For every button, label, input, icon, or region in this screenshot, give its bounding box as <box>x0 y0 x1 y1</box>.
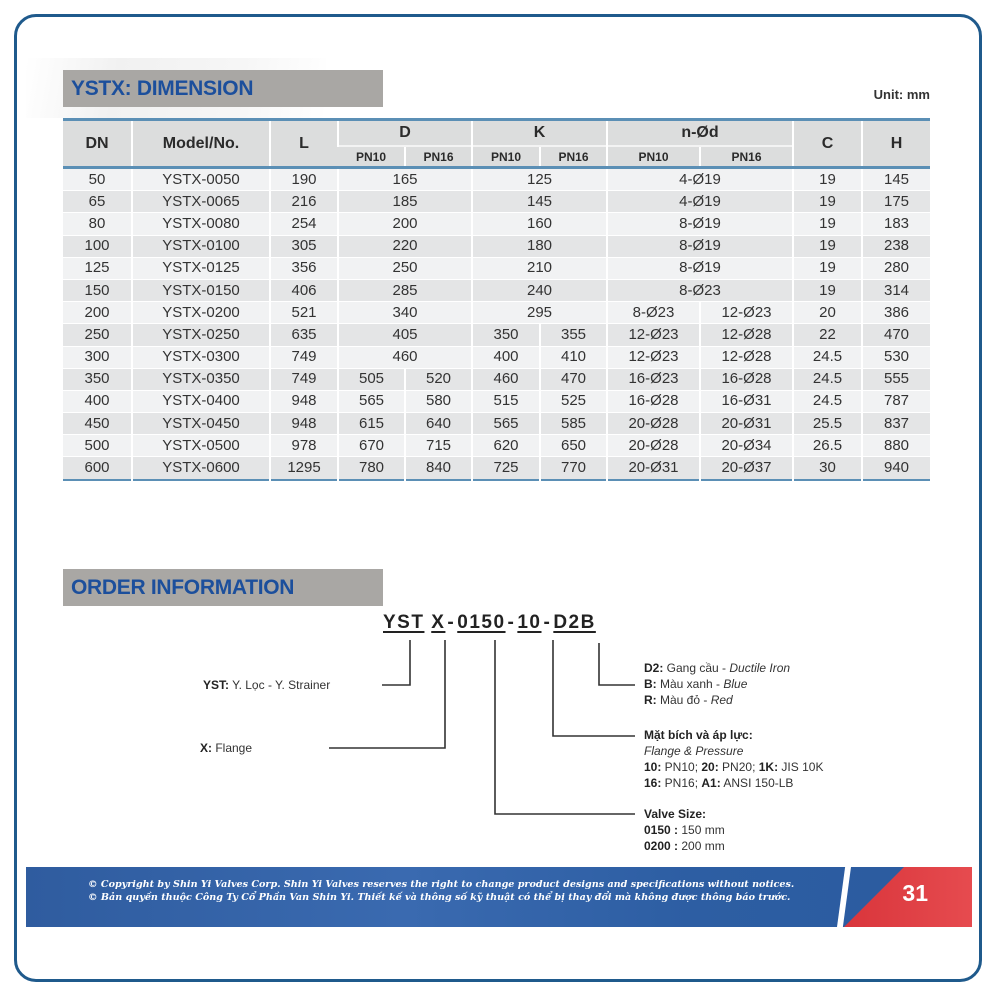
cell-nd: 4-Ø19 <box>607 168 793 191</box>
table-row <box>63 346 930 368</box>
table-row <box>63 324 930 346</box>
cell-d-pn16: 580 <box>405 390 472 412</box>
cell-c: 19 <box>793 191 862 213</box>
cell-d: 405 <box>338 324 472 346</box>
size-text: 200 mm <box>678 839 725 853</box>
cell-h: 837 <box>862 413 930 435</box>
header-d-pn10: PN10 <box>338 146 405 168</box>
cell-k-pn16: 770 <box>540 457 607 480</box>
copyright-text <box>88 878 794 904</box>
cell-k: 210 <box>472 257 607 279</box>
material-item <box>644 692 790 708</box>
material-en: Blue <box>723 677 748 691</box>
label-pressure <box>644 727 823 791</box>
cell-k: 125 <box>472 168 607 191</box>
dimension-table-body <box>63 168 930 480</box>
size-key: 0200 : <box>644 839 679 853</box>
order-code <box>383 612 596 634</box>
cell-nd-pn10: 12-Ø23 <box>607 324 700 346</box>
cell-model: YSTX-0300 <box>132 346 270 368</box>
cell-h: 880 <box>862 435 930 457</box>
cell-model: YSTX-0500 <box>132 435 270 457</box>
cell-l: 190 <box>270 168 338 191</box>
cell-nd: 8-Ø19 <box>607 257 793 279</box>
size-item <box>644 822 725 838</box>
label-yst-key: YST: <box>203 678 230 692</box>
cell-k: 295 <box>472 302 607 324</box>
cell-dn: 300 <box>63 346 132 368</box>
cell-model: YSTX-0200 <box>132 302 270 324</box>
cell-nd: 8-Ø19 <box>607 213 793 235</box>
table-row <box>63 457 930 480</box>
cell-dn: 350 <box>63 368 132 390</box>
cell-h: 175 <box>862 191 930 213</box>
header-nd-pn10: PN10 <box>607 146 700 168</box>
cell-h: 470 <box>862 324 930 346</box>
cell-nd-pn10: 16-Ø28 <box>607 390 700 412</box>
material-item <box>644 676 790 692</box>
cell-d: 200 <box>338 213 472 235</box>
cell-nd-pn16: 20-Ø31 <box>700 413 793 435</box>
page-number: 31 <box>902 880 928 906</box>
material-en: Ductile Iron <box>729 661 791 675</box>
cell-d-pn10: 780 <box>338 457 405 480</box>
cell-nd: 8-Ø23 <box>607 279 793 301</box>
dimension-table <box>63 118 930 481</box>
header-nd: n-Ød <box>607 120 793 147</box>
cell-l: 521 <box>270 302 338 324</box>
material-item <box>644 660 790 676</box>
cell-model: YSTX-0450 <box>132 413 270 435</box>
cell-l: 635 <box>270 324 338 346</box>
cell-c: 26.5 <box>793 435 862 457</box>
copyright-line-vi: © Bản quyền thuộc Công Ty Cổ Phần Van Shin Yi. Thiết kế và thông số kỹ thuật có thể bị thay đổi mà không được thông báo trước. <box>88 892 791 903</box>
cell-d: 285 <box>338 279 472 301</box>
label-x-key: X: <box>200 741 212 755</box>
cell-l: 356 <box>270 257 338 279</box>
size-item <box>644 838 725 854</box>
cell-dn: 600 <box>63 457 132 480</box>
cell-k-pn16: 525 <box>540 390 607 412</box>
header-c: C <box>793 120 862 168</box>
cell-d-pn10: 615 <box>338 413 405 435</box>
cell-c: 19 <box>793 279 862 301</box>
label-size <box>644 806 725 854</box>
cell-d-pn10: 670 <box>338 435 405 457</box>
table-row <box>63 302 930 324</box>
cell-d-pn16: 715 <box>405 435 472 457</box>
code-seg-material: D2B <box>553 612 596 633</box>
material-key: B: <box>644 677 657 691</box>
cell-k-pn16: 650 <box>540 435 607 457</box>
header-dn: DN <box>63 120 132 168</box>
cell-d-pn10: 505 <box>338 368 405 390</box>
cell-l: 254 <box>270 213 338 235</box>
cell-model: YSTX-0350 <box>132 368 270 390</box>
cell-model: YSTX-0125 <box>132 257 270 279</box>
cell-nd-pn10: 20-Ø28 <box>607 413 700 435</box>
code-seg-pressure: 10 <box>517 612 542 633</box>
cell-model: YSTX-0150 <box>132 279 270 301</box>
cell-dn: 65 <box>63 191 132 213</box>
cell-h: 555 <box>862 368 930 390</box>
cell-k: 160 <box>472 213 607 235</box>
size-text: 150 mm <box>678 823 725 837</box>
cell-h: 314 <box>862 279 930 301</box>
cell-l: 948 <box>270 390 338 412</box>
cell-l: 948 <box>270 413 338 435</box>
cell-nd-pn10: 20-Ø31 <box>607 457 700 480</box>
cell-l: 1295 <box>270 457 338 480</box>
cell-nd: 8-Ø19 <box>607 235 793 257</box>
order-title: ORDER INFORMATION <box>63 569 383 606</box>
cell-c: 19 <box>793 168 862 191</box>
cell-nd-pn10: 20-Ø28 <box>607 435 700 457</box>
cell-k: 240 <box>472 279 607 301</box>
code-seg-type: YST <box>383 612 425 633</box>
cell-h: 787 <box>862 390 930 412</box>
cell-dn: 450 <box>63 413 132 435</box>
cell-nd-pn16: 20-Ø37 <box>700 457 793 480</box>
label-x-text: Flange <box>212 741 253 755</box>
size-title: Valve Size: <box>644 807 707 821</box>
table-row <box>63 168 930 191</box>
cell-d: 340 <box>338 302 472 324</box>
cell-k: 145 <box>472 191 607 213</box>
cell-d: 185 <box>338 191 472 213</box>
cell-d: 165 <box>338 168 472 191</box>
cell-k-pn16: 410 <box>540 346 607 368</box>
cell-dn: 400 <box>63 390 132 412</box>
footer-banner <box>26 867 972 927</box>
header-d-pn16: PN16 <box>405 146 472 168</box>
cell-l: 216 <box>270 191 338 213</box>
header-k: K <box>472 120 607 147</box>
pressure-key: A1: <box>701 776 721 790</box>
cell-l: 749 <box>270 346 338 368</box>
cell-k-pn10: 400 <box>472 346 540 368</box>
cell-h: 530 <box>862 346 930 368</box>
cell-model: YSTX-0050 <box>132 168 270 191</box>
pressure-key: 10: <box>644 760 662 774</box>
cell-d-pn16: 520 <box>405 368 472 390</box>
cell-c: 19 <box>793 235 862 257</box>
cell-c: 24.5 <box>793 368 862 390</box>
label-x <box>200 741 252 755</box>
pressure-subtitle: Flange & Pressure <box>644 744 744 758</box>
material-text: Màu đỏ - <box>656 693 711 707</box>
code-seg-connection: X <box>431 612 446 633</box>
label-material <box>644 660 790 708</box>
header-l: L <box>270 120 338 168</box>
code-separator: - <box>543 612 552 633</box>
cell-dn: 200 <box>63 302 132 324</box>
pressure-text: JIS 10K <box>778 760 824 774</box>
cell-l: 749 <box>270 368 338 390</box>
cell-c: 24.5 <box>793 390 862 412</box>
cell-c: 19 <box>793 257 862 279</box>
table-row <box>63 279 930 301</box>
cell-l: 305 <box>270 235 338 257</box>
cell-c: 19 <box>793 213 862 235</box>
label-yst <box>203 678 330 692</box>
table-row <box>63 390 930 412</box>
code-separator: - <box>447 612 456 633</box>
size-key: 0150 : <box>644 823 679 837</box>
material-text: Màu xanh - <box>656 677 724 691</box>
cell-h: 940 <box>862 457 930 480</box>
cell-c: 22 <box>793 324 862 346</box>
copyright-line-en: © Copyright by Shin Yi Valves Corp. Shin Yi Valves reserves the right to change product designs and specifications without notices. <box>88 879 795 890</box>
cell-dn: 250 <box>63 324 132 346</box>
cell-dn: 50 <box>63 168 132 191</box>
cell-nd-pn16: 12-Ø23 <box>700 302 793 324</box>
cell-model: YSTX-0080 <box>132 213 270 235</box>
unit-label: Unit: mm <box>873 87 930 102</box>
cell-k: 180 <box>472 235 607 257</box>
cell-nd-pn16: 16-Ø28 <box>700 368 793 390</box>
table-row <box>63 368 930 390</box>
pressure-title: Mặt bích và áp lực: <box>644 728 753 742</box>
label-yst-text: Y. Lọc - Y. Strainer <box>229 678 331 692</box>
cell-d: 220 <box>338 235 472 257</box>
cell-dn: 125 <box>63 257 132 279</box>
cell-h: 280 <box>862 257 930 279</box>
pressure-text: PN16; <box>661 776 702 790</box>
cell-nd-pn16: 12-Ø28 <box>700 324 793 346</box>
material-en: Red <box>710 693 733 707</box>
code-separator: - <box>507 612 516 633</box>
cell-l: 406 <box>270 279 338 301</box>
cell-d: 460 <box>338 346 472 368</box>
pressure-key: 16: <box>644 776 662 790</box>
cell-h: 145 <box>862 168 930 191</box>
cell-d: 250 <box>338 257 472 279</box>
header-nd-pn16: PN16 <box>700 146 793 168</box>
pressure-text: PN10; <box>661 760 702 774</box>
cell-k-pn16: 355 <box>540 324 607 346</box>
pressure-line-1 <box>644 759 823 775</box>
cell-dn: 150 <box>63 279 132 301</box>
cell-h: 238 <box>862 235 930 257</box>
cell-nd: 4-Ø19 <box>607 191 793 213</box>
cell-nd-pn10: 12-Ø23 <box>607 346 700 368</box>
cell-c: 24.5 <box>793 346 862 368</box>
cell-l: 978 <box>270 435 338 457</box>
cell-nd-pn16: 12-Ø28 <box>700 346 793 368</box>
cell-d-pn16: 840 <box>405 457 472 480</box>
cell-k-pn10: 565 <box>472 413 540 435</box>
pressure-text: PN20; <box>718 760 759 774</box>
cell-c: 20 <box>793 302 862 324</box>
cell-k-pn10: 350 <box>472 324 540 346</box>
material-key: D2: <box>644 661 664 675</box>
pressure-key: 1K: <box>758 760 779 774</box>
table-row <box>63 191 930 213</box>
material-key: R: <box>644 693 657 707</box>
cell-d-pn10: 565 <box>338 390 405 412</box>
pressure-key: 20: <box>701 760 719 774</box>
table-row <box>63 257 930 279</box>
cell-model: YSTX-0600 <box>132 457 270 480</box>
cell-h: 183 <box>862 213 930 235</box>
cell-k-pn16: 470 <box>540 368 607 390</box>
cell-model: YSTX-0400 <box>132 390 270 412</box>
cell-nd-pn10: 8-Ø23 <box>607 302 700 324</box>
header-h: H <box>862 120 930 168</box>
cell-dn: 100 <box>63 235 132 257</box>
header-d: D <box>338 120 472 147</box>
cell-c: 30 <box>793 457 862 480</box>
pressure-text: ANSI 150-LB <box>720 776 794 790</box>
table-row <box>63 235 930 257</box>
header-k-pn16: PN16 <box>540 146 607 168</box>
table-row <box>63 213 930 235</box>
cell-k-pn16: 585 <box>540 413 607 435</box>
cell-h: 386 <box>862 302 930 324</box>
cell-nd-pn16: 20-Ø34 <box>700 435 793 457</box>
cell-nd-pn10: 16-Ø23 <box>607 368 700 390</box>
material-text: Gang cầu - <box>663 661 730 675</box>
dimension-title: YSTX: DIMENSION <box>63 70 383 107</box>
cell-model: YSTX-0250 <box>132 324 270 346</box>
cell-dn: 500 <box>63 435 132 457</box>
table-row <box>63 413 930 435</box>
pressure-line-2 <box>644 775 823 791</box>
cell-k-pn10: 725 <box>472 457 540 480</box>
header-model: Model/No. <box>132 120 270 168</box>
cell-d-pn16: 640 <box>405 413 472 435</box>
cell-nd-pn16: 16-Ø31 <box>700 390 793 412</box>
table-row <box>63 435 930 457</box>
cell-k-pn10: 515 <box>472 390 540 412</box>
cell-k-pn10: 620 <box>472 435 540 457</box>
footer-divider <box>837 867 851 927</box>
header-k-pn10: PN10 <box>472 146 540 168</box>
cell-model: YSTX-0065 <box>132 191 270 213</box>
cell-k-pn10: 460 <box>472 368 540 390</box>
cell-model: YSTX-0100 <box>132 235 270 257</box>
cell-c: 25.5 <box>793 413 862 435</box>
code-seg-size: 0150 <box>457 612 506 633</box>
cell-dn: 80 <box>63 213 132 235</box>
